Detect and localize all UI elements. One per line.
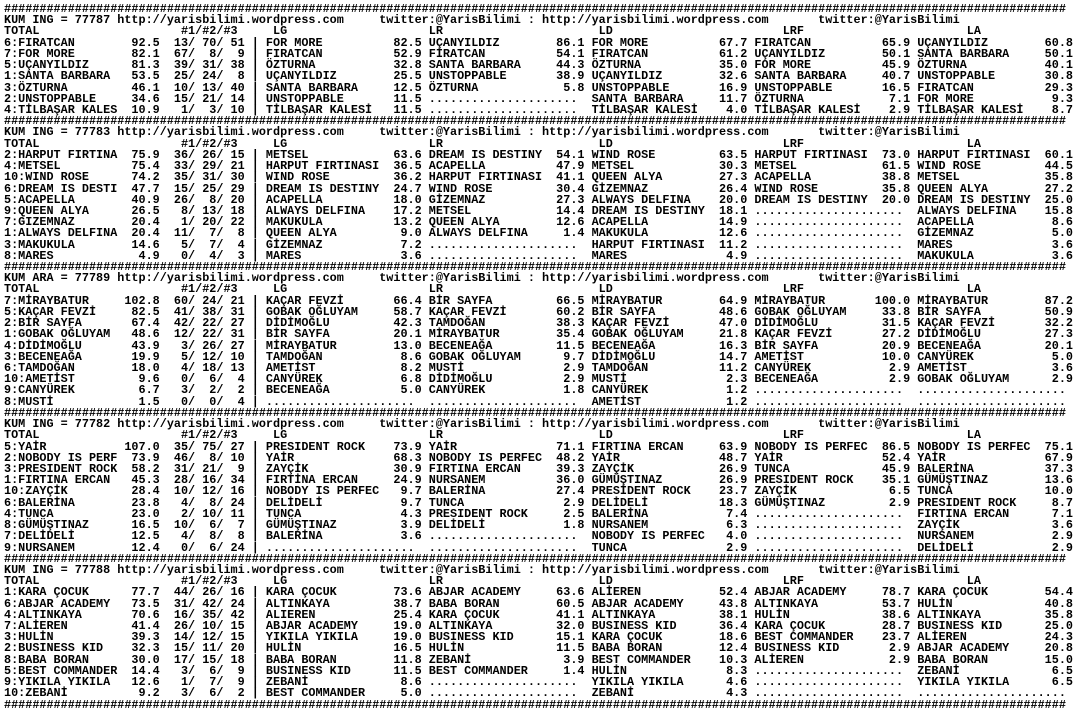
table-row: 6:ABJAR ACADEMY 73.5 31/ 42/ 24 | ALTINKAYA 38.7 BABA BORAN 60.5 ABJAR ACADEMY 43.8 ALTINKAYA 53.7 HULİN 40.8: [4, 596, 1073, 611]
table-row: 10:WIND ROSE 74.2 35/ 31/ 30 | WIND ROSE 36.2 HARPUT FIRTINASI 41.1 QUEEN ALYA 27.3 ACAPELLA 38.8 METSEL 35.8: [4, 170, 1073, 185]
table-row: 10:AMETİST 9.6 0/ 6/ 4 | CANYÜREK 6.8 DİDİMOĞLU 2.9 MUSTİ 2.3 BECENEAĞA 2.9 GOBAK OĞLUYAM 2.9: [4, 372, 1073, 387]
table-row: 10:ZEBANİ 9.2 3/ 6/ 2 | BEST COMMANDER 5.0 ..................... ZEBANİ 4.3 ..................... .....................: [4, 686, 1073, 701]
table-row: 2:BİR SAYFA 67.4 42/ 22/ 27 | DİDİMOĞLU 42.3 TAMDOĞAN 38.3 KAÇAR FEVZİ 47.0 DİDİMOĞLU 31.5 KAÇAR FEVZİ 32.2: [4, 316, 1073, 331]
separator-line: ######################################################################################################################################################: [4, 697, 1066, 711]
table-row: 7:FOR MORE 82.1 67/ 8/ 9 | FIRATCAN 52.9 FİRATCAN 54.1 FIRATCAN 61.2 UÇANYILDIZ 50.1 SANTA BARBARA 50.1: [4, 46, 1073, 61]
table-row: 6:BALERİNA 23.8 4/ 8/ 24 | DELİDELİ 9.7 TUNCA 2.9 DELİDELİ 18.3 GÜMÜŞTINAZ 2.9 PRESIDENT ROCK 8.7: [4, 495, 1073, 510]
column-header-row: TOTAL #1/#2/#3 LG LR LD LRF LA: [4, 428, 981, 443]
block-header: KUM ING = 77787 http://yarisbilimi.wordpress.com twitter:@YarisBilimi : http://yarisbilimi.wordpress.com twitter:@YarisBilimi: [4, 13, 960, 28]
table-row: 1:FIRTINA ERCAN 45.3 28/ 16/ 34 | FIRTİNA ERCAN 24.9 NURSANEM 36.0 GÜMÜŞTINAZ 26.9 PRESIDENT ROCK 35.1 GÜMÜŞTINAZ 13.6: [4, 473, 1073, 488]
table-row: 6:DREAM IS DESTI 47.7 15/ 25/ 29 | DREAM IS DESTINY 24.7 WIND ROSE 30.4 GİZEMNAZ 26.4 WIND ROSE 35.8 QUEEN ALYA 27.2: [4, 181, 1073, 196]
table-row: 8:MUSTİ 1.5 0/ 0/ 4 | ..................... ..................... AMETİST 1.2 ..................... .....................: [4, 394, 1073, 409]
table-row: 9:NURSANEM 12.4 0/ 6/ 24 | ..................... ..................... TUNCA 2.9 ..................... DELİDELİ 2.9: [4, 540, 1073, 555]
table-row: 6:TAMDOĞAN 18.0 4/ 18/ 13 | AMETİST 8.2 MUSTİ 2.9 TAMDOĞAN 11.2 CANYÜREK 2.9 AMETİST 3.6: [4, 361, 1073, 375]
table-row: 1:GOBAK OĞLUYAM 48.6 12/ 22/ 31 | BİR SAYFA 20.1 MİRAYBATUR 35.4 GOBAK OĞLUYAM 21.8 KAÇAR FEVZİ 27.2 DİDİMOĞLU 27.3: [4, 327, 1073, 342]
table-row: 3:HULİN 39.3 14/ 12/ 15 | YIKILA YIKILA 19.0 BUSINESS KID 15.1 KARA ÇOCUK 18.6 BEST COMMANDER 23.7 ALİEREN 24.3: [4, 630, 1073, 645]
table-row: 4:TUNCA 23.0 2/ 10/ 11 | TUNCA 4.3 PRESIDENT ROCK 2.5 BALERİNA 7.4 ..................... FIRTINA ERCAN 7.1: [4, 506, 1073, 521]
block-header: KUM ING = 77788 http://yarisbilimi.wordpress.com twitter:@YarisBilimi : http://yarisbilimi.wordpress.com twitter:@YarisBilimi: [4, 562, 960, 577]
table-row: 2:UNSTOPPABLE 34.6 15/ 21/ 14 | UNSTOPPABLE 11.5 ..................... SANTA BARBARA 11.7 ÖZTURNA 7.1 FOR MORE 9.3: [4, 91, 1073, 106]
table-row: 2:HARPUT FIRTINA 75.9 36/ 26/ 15 | METSEL 63.6 DREAM IS DESTINY 54.1 WIND ROSE 63.5 HARPUT FIRTINASI 73.0 HARPUT FIRTINASI 60.1: [4, 147, 1073, 162]
separator-line: ######################################################################################################################################################: [4, 114, 1066, 129]
table-row: 10:ZAYÇİK 28.4 10/ 12/ 16 | NOBODY IS PERFEC 9.7 BALERİNA 27.4 PRESİDENT ROCK 23.7 ZAYÇİK 6.5 TUNCA 10.0: [4, 484, 1073, 499]
table-row: 1:ALWAYS DELFINA 20.4 11/ 7/ 8 | QUEEN ALYA 9.0 ALWAYS DELFINA 1.4 MAKUKULA 12.6 ..................... GİZEMNAZ 5.0: [4, 226, 1073, 241]
table-row: 2:BUSINESS KID 32.3 15/ 11/ 20 | HULİN 16.5 HULİN 11.5 BABA BORAN 12.4 BUSINESS KID 2.9 ABJAR ACADEMY 20.8: [4, 641, 1073, 656]
table-row: 9:CANYÜREK 6.7 3/ 2/ 2 | BECENEAĞA 5.0 CANYÜREK 1.8 CANYÜREK 1.2 ..................... .....................: [4, 383, 1073, 398]
table-row: 7:GIZEMNAZ 20.4 1/ 20/ 22 | MAKUKULA 13.2 QUEEN ALYA 12.6 ACAPELLA 14.9 ..................... ACAPELLA 8.6: [4, 215, 1073, 230]
table-row: 9:YIKILA YIKILA 12.6 1/ 7/ 9 | ZEBANİ 8.6 ..................... YIKILA YIKILA 4.6 ..................... YIKILA YIKILA 6.5: [4, 675, 1073, 690]
column-header-row: TOTAL #1/#2/#3 LG LR LD LRF LA: [4, 136, 981, 151]
table-row: 7:MİRAYBATUR 102.8 60/ 24/ 21 | KAÇAR FEVZİ 66.4 BİR SAYFA 66.5 MİRAYBATUR 64.9 MİRAYBATUR 100.0 MİRAYBATUR 87.2: [4, 293, 1073, 308]
table-row: 7:DELİDELİ 12.5 4/ 8/ 8 | BALERİNA 3.6 ..................... NOBODY IS PERFEC 4.0 ..................... NURSANEM 2.9: [4, 529, 1073, 544]
table-row: 4:DİDİMOĞLU 43.9 3/ 26/ 27 | MİRAYBATUR 13.0 BECENEAĞA 11.5 BECENEAĞA 16.3 BİR SAYFA 20.9 BECENEAĞA 20.1: [4, 338, 1073, 353]
table-row: 4:ALTINKAYA 70.6 16/ 35/ 42 | ALIEREN 25.4 KARA ÇOCUK 41.1 ALTINKAYA 38.1 HULİN 38.6 ALTINKAYA 35.8: [4, 607, 1073, 622]
table-row: 3:BECENEAĞA 19.9 5/ 12/ 10 | TAMDOĞAN 8.6 GOBAK OĞLUYAM 9.7 DİDİMOĞLU 14.7 AMETİST 10.0 CANYÜREK 5.0: [4, 349, 1073, 364]
table-row: 5:YAİR 107.0 35/ 75/ 27 | PRESIDENT ROCK 73.9 YAİR 71.1 FIRTINA ERCAN 63.9 NOBODY IS PERFEC 86.5 NOBODY IS PERFEC 75.1: [4, 439, 1073, 454]
table-row: 5:KAÇAR FEVZİ 82.5 41/ 38/ 31 | GOBAK OĞLUYAM 58.7 KAÇAR FEVZİ 60.2 BİR SAYFA 48.6 GOBAK OĞLUYAM 33.8 BİR SAYFA 50.9: [4, 304, 1073, 319]
column-header-row: TOTAL #1/#2/#3 LG LR LD LRF LA: [4, 574, 981, 589]
table-row: 5:BEST COMMANDER 14.4 3/ 6/ 9 | BUSINESS KID 11.5 BEST COMMANDER 1.4 HULİN 8.3 ..................... ZEBANİ 6.5: [4, 663, 1073, 678]
race-stats-report: [4, 4, 1077, 711]
table-row: 8:BABA BORAN 30.0 17/ 15/ 18 | BABA BORAN 11.8 ZEBANİ 3.9 BEST COMMANDER 10.3 ALİEREN 2.9 BABA BORAN 15.0: [4, 652, 1073, 667]
table-row: 2:NOBODY IS PERF 73.9 46/ 8/ 10 | YAİR 68.3 NOBODY IS PERFEC 48.2 YAİR 48.7 YAİR 52.4 YAİR 67.9: [4, 450, 1073, 465]
table-row: 9:QUEEN ALYA 26.5 8/ 13/ 18 | ALWAYS DELFINA 17.2 METSEL 14.4 DREAM IS DESTINY 18.1 ..................... ALWAYS DELFINA 15.8: [4, 203, 1073, 218]
separator-line: ######################################################################################################################################################: [4, 551, 1066, 566]
column-header-row: TOTAL #1/#2/#3 LG LR LD LRF LA: [4, 282, 981, 297]
table-row: 5:UÇANYILDIZ 81.3 39/ 31/ 38 | ÖZTURNA 32.8 SANTA BARBARA 44.3 ÖZTURNA 35.0 FOR MORE 45.9 ÖZTURNA 40.1: [4, 58, 1073, 73]
separator-line: ######################################################################################################################################################: [4, 2, 1066, 16]
table-row: 5:ACAPELLA 40.9 26/ 8/ 20 | ACAPELLA 18.0 GİZEMNAZ 27.3 ALWAYS DELFINA 20.0 DREAM IS DESTINY 20.0 DREAM IS DESTINY 25.0: [4, 192, 1073, 207]
table-row: 1:SANTA BARBARA 53.5 25/ 24/ 8 | UÇANYILDIZ 25.5 UNSTOPPABLE 38.9 UÇANYILDIZ 32.6 SANTA BARBARA 40.7 UNSTOPPABLE 30.8: [4, 69, 1073, 84]
table-row: 6:FIRATCAN 92.5 13/ 70/ 51 | FOR MORE 82.5 UÇANYILDIZ 86.1 FOR MORE 67.7 FIRATCAN 65.9 UÇANYILDIZ 60.8: [4, 35, 1073, 50]
table-row: 8:MARES 4.9 0/ 4/ 3 | MARES 3.6 ..................... MARES 4.9 ..................... MAKUKULA 3.6: [4, 248, 1073, 263]
table-row: 4:TİLBAŞAR KALES 10.9 1/ 3/ 10 | TİLBAŞAR KALESİ 11.5 ..................... TİLBAŞAR KALESİ 4.0 TİLBAŞAR KALESİ 2.9 TİLBAŞAR KALESİ 8.7: [4, 102, 1073, 117]
table-row: 7:ALİEREN 41.4 26/ 10/ 15 | ABJAR ACADEMY 19.0 ALTINKAYA 32.0 BUSINESS KID 36.4 KARA ÇOCUK 28.7 BUSINESS KID 25.0: [4, 619, 1073, 634]
table-row: 4:METSEL 75.4 33/ 29/ 21 | HARPUT FIRTINASI 36.5 ACAPELLA 47.9 METSEL 30.3 METSEL 61.5 WIND ROSE 44.5: [4, 159, 1073, 174]
table-row: 1:KARA ÇOCUK 77.7 44/ 26/ 16 | KARA ÇOCUK 73.6 ABJAR ACADEMY 63.6 ALİEREN 52.4 ABJAR ACADEMY 78.7 KARA ÇOCUK 54.4: [4, 585, 1073, 600]
table-row: 3:ÖZTURNA 46.1 10/ 13/ 40 | SANTA BARBARA 12.5 ÖZTURNA 5.8 UNSTOPPABLE 16.9 UNSTOPPABLE 16.5 FIRATCAN 29.3: [4, 80, 1073, 95]
block-header: KUM ING = 77782 http://yarisbilimi.wordpress.com twitter:@YarisBilimi : http://yarisbilimi.wordpress.com twitter:@YarisBilimi: [4, 417, 960, 432]
block-header: KUM ARA = 77789 http://yarisbilimi.wordpress.com twitter:@YarisBilimi : http://yarisbilimi.wordpress.com twitter:@YarisBilimi: [4, 271, 960, 286]
table-row: 3:MAKUKULA 14.6 5/ 7/ 4 | GİZEMNAZ 7.2 ..................... HARPUT FIRTINASI 11.2 ..................... MARES 3.6: [4, 237, 1073, 252]
separator-line: ######################################################################################################################################################: [4, 405, 1066, 420]
block-header: KUM ING = 77783 http://yarisbilimi.wordpress.com twitter:@YarisBilimi : http://yarisbilimi.wordpress.com twitter:@YarisBilimi: [4, 125, 960, 140]
table-row: 8:GÜMÜŞTINAZ 16.5 10/ 6/ 7 | GÜMÜŞTINAZ 3.9 DELİDELİ 1.8 NURSANEM 6.3 ..................... ZAYÇİK 3.6: [4, 518, 1073, 533]
column-header-row: TOTAL #1/#2/#3 LG LR LD LRF LA: [4, 24, 981, 39]
table-row: 3:PRESIDENT ROCK 58.2 31/ 21/ 9 | ZAYÇİK 30.9 FIRTINA ERCAN 39.3 ZAYÇİK 26.9 TUNCA 45.9 BALERİNA 37.3: [4, 461, 1073, 476]
separator-line: ######################################################################################################################################################: [4, 260, 1066, 275]
